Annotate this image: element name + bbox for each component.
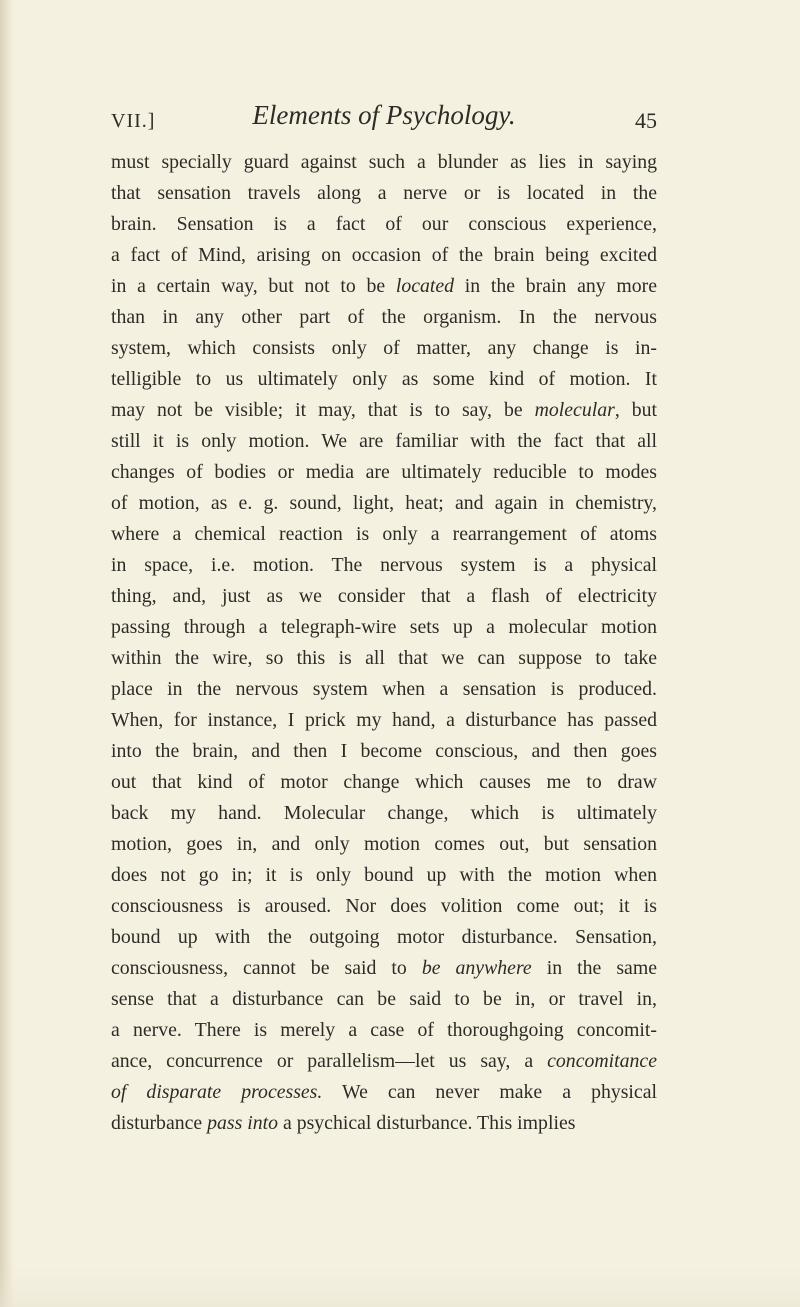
text-line [111,209,657,240]
chapter-number: VII.] [111,110,156,132]
text-line [111,984,657,1015]
italic-run: pass into [207,1112,279,1134]
text-line [111,426,657,457]
text-run: system, which consists only of matter, any change is in- [111,337,657,359]
text-line [111,147,657,178]
text-run: in the same [531,957,657,979]
text-run: thing, and, just as we consider that a flash of electricity [111,585,657,607]
text-run: in the brain any more [454,275,657,297]
text-run: still it is only motion. We are familiar with the fact that all [111,430,657,452]
text-run: passing through a telegraph-wire sets up a molecular motion [111,616,657,638]
text-line [111,643,657,674]
italic-run: of disparate processes. [111,1081,323,1103]
text-line [111,860,657,891]
text-line [111,519,657,550]
text-run: a fact of Mind, arising on occasion of the brain being excited [111,244,657,266]
text-line [111,674,657,705]
text-run: into the brain, and then I become conscious, and then goes [111,740,657,762]
text-run: motion, goes in, and only motion comes out, but sensation [111,833,657,855]
text-line [111,178,657,209]
text-line [111,798,657,829]
text-line [111,240,657,271]
book-spine-shadow [0,0,14,1307]
text-line [111,333,657,364]
text-line [111,829,657,860]
text-run: out that kind of motor change which causes me to draw [111,771,657,793]
text-run: of motion, as e. g. sound, light, heat; and again in chemistry, [111,492,657,514]
text-line [111,1015,657,1046]
text-run: place in the nervous system when a sensation is produced. [111,678,657,700]
running-head [111,100,657,140]
text-line [111,1077,657,1108]
text-run: telligible to us ultimately only as some kind of motion. It [111,368,657,390]
text-line [111,271,657,302]
text-line [111,922,657,953]
body-paragraph [111,147,657,1139]
text-line [111,612,657,643]
text-run: changes of bodies or media are ultimately reducible to modes [111,461,657,483]
book-title: Elements of Psychology. [252,100,516,130]
page-bottom-edge [0,1267,800,1307]
text-run: where a chemical reaction is only a rearrangement of atoms [111,523,657,545]
text-run: a nerve. There is merely a case of thoroughgoing concomit- [111,1019,657,1041]
text-run: consciousness is aroused. Nor does volition come out; it is [111,895,657,917]
text-line [111,891,657,922]
text-run: , but [614,399,658,421]
text-run: consciousness, cannot be said to [111,957,422,979]
text-line [111,550,657,581]
text-run: does not go in; it is only bound up with the motion when [111,864,657,886]
text-run: bound up with the outgoing motor disturbance. Sensation, [111,926,657,948]
text-line [111,953,657,984]
text-run: disturbance [111,1112,208,1134]
text-run: may not be visible; it may, that is to say, be [111,399,535,421]
text-run: brain. Sensation is a fact of our conscious experience, [111,213,657,235]
text-line [111,705,657,736]
text-run: When, for instance, I prick my hand, a disturbance has passed [111,709,657,731]
text-run: back my hand. Molecular change, which is ultimately [111,802,657,824]
text-run: We can never make a physical [322,1081,657,1103]
italic-run: concomitance [547,1050,657,1072]
text-line [111,302,657,333]
text-line [111,457,657,488]
italic-run: be anywhere [421,957,532,979]
page-number: 45 [635,108,657,133]
text-run: than in any other part of the organism. In the nervous [111,306,657,328]
text-line [111,364,657,395]
text-run: in space, i.e. motion. The nervous system is a physical [111,554,657,576]
text-line [111,581,657,612]
italic-run: located [395,275,455,297]
text-run: sense that a disturbance can be said to be in, or travel in, [111,988,657,1010]
text-line [111,767,657,798]
text-run: within the wire, so this is all that we can suppose to take [111,647,657,669]
text-line [111,395,657,426]
text-line [111,1108,657,1139]
text-run: ance, concurrence or parallelism—let us say, a [111,1050,548,1072]
italic-run: molecular [534,399,615,421]
text-line [111,488,657,519]
text-run: must specially guard against such a blunder as lies in saying [111,151,657,173]
text-line [111,1046,657,1077]
text-run: in a certain way, but not to be [111,275,396,297]
text-line [111,736,657,767]
text-run: a psychical disturbance. This implies [278,1112,576,1134]
text-run: that sensation travels along a nerve or is located in the [111,182,657,204]
